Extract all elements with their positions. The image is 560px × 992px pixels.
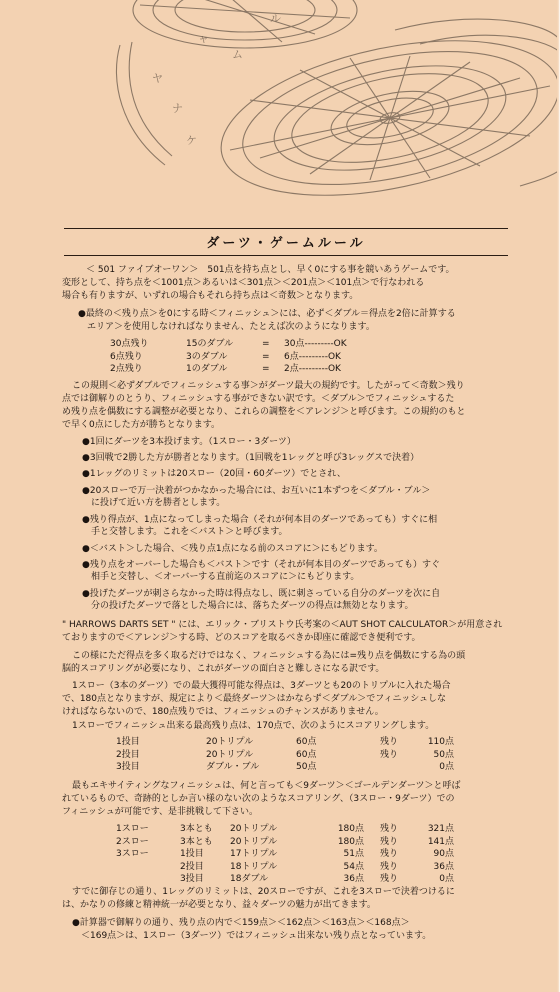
- cell: 90点: [433, 849, 454, 859]
- cell: 6点---------OK: [284, 351, 341, 362]
- cell: 36点: [343, 874, 364, 884]
- cell: 20トリプル: [206, 737, 254, 747]
- cell: 残り: [380, 849, 399, 859]
- cell: 2点---------OK: [284, 364, 341, 374]
- cell: 30点残り: [110, 339, 149, 349]
- limit-paragraph-line: すでに御存じの通り、1レッグのリミットは、20スローですが、これを3スローで決着つけるに: [72, 887, 455, 897]
- cell: 3投目: [116, 762, 140, 772]
- cell: 2スロー: [116, 836, 149, 847]
- rule-bullet-cont: 分の投げたダーツで落とした場合には、落ちたダーツの得点は無効となります。: [82, 601, 414, 611]
- double-rule-line: エリア＞を使用しなければなりません、たとえば次のようになります。: [78, 322, 375, 332]
- table-row: [116, 848, 460, 861]
- sketch-label: ム: [232, 48, 243, 61]
- rule-bullet: ●20スローで万一決着がつかなかった場合には、お互いに1本ずつを＜ダブル・ブル＞: [82, 486, 431, 496]
- cell: 180点: [337, 824, 364, 834]
- intro-line: 変形として、持ち点を＜1001点＞あるいは＜301点＞＜201点＞＜101点＞で行なわれる: [62, 278, 425, 288]
- cell: 残り: [380, 824, 399, 834]
- cell: ダブル・ブル: [206, 762, 260, 772]
- rule-bullet: ●投げたダーツが刺さらなかった時は得点なし、既に刺さっている自分のダーツを次に自: [82, 589, 441, 599]
- cell: 180点: [337, 836, 364, 847]
- cell: 54点: [343, 861, 364, 872]
- cell: 60点: [296, 737, 317, 747]
- max-score-paragraph-line: 1スロー（3本のダーツ）での最大獲得可能な得点は、3ダーツとも20のトリプルに入れた場合: [72, 681, 451, 691]
- nine-darts-paragraph-line: フィニッシュが可能です、是非挑戦して下さい。: [62, 807, 259, 817]
- nine-darts-table: [116, 823, 460, 886]
- cell: [380, 761, 414, 774]
- sketch-label: ヤ: [152, 72, 163, 85]
- max-finish-sentence: 1スローでフィニッシュ出来る最高残り点は、170点で、次のようにスコアリングします。: [72, 721, 435, 731]
- cell: [116, 873, 180, 886]
- cell: 60点: [296, 749, 317, 760]
- cell: 残り: [380, 749, 399, 760]
- max-score-paragraph-line: で、180点となりますが、規定により＜最終ダーツ＞はかならず＜ダブル＞でフィニッシュしな: [62, 694, 447, 704]
- cell: 36点: [433, 861, 454, 872]
- cell: 110点: [427, 737, 454, 747]
- cell: =: [262, 364, 270, 374]
- cell: 6点残り: [110, 351, 143, 362]
- calculator-note-line: ＜169点＞は、1スロー（3ダーツ）ではフィニッシュ出来ない残り点となっています。: [72, 931, 432, 941]
- table-row: [110, 363, 353, 376]
- cell: 残り: [380, 861, 399, 872]
- table-row: [116, 836, 460, 849]
- harrows-paragraph-line: " HARROWS DARTS SET " には、エリック・ブリストウ氏考案の＜AUT SHOT CALCULATOR＞が用意され: [62, 620, 503, 630]
- nine-darts-paragraph-line: れているもので、奇跡的としか言い様のない次のようなスコアリング、（3スロー・9ダーツ）での: [62, 794, 455, 804]
- cell: 3本とも: [180, 836, 213, 847]
- cell: 50点: [296, 762, 317, 772]
- cell: 51点: [343, 849, 364, 859]
- rule-bullet: ●1回にダーツを3本投げます。（1スロー・3ダーツ）: [82, 437, 296, 447]
- cell: 1投目: [180, 849, 204, 859]
- table-row: [110, 351, 353, 364]
- table-row: [110, 338, 353, 351]
- sketch-label: ナ: [172, 102, 183, 115]
- sketch-label: ケ: [186, 134, 197, 147]
- cell: =: [262, 351, 270, 362]
- limit-paragraph-line: は、かなりの修練と精神統一が必要となり、益々ダーツの魅力が出てきます。: [62, 900, 376, 910]
- cell: 20トリプル: [206, 749, 254, 760]
- cell: 残り: [380, 874, 399, 884]
- rule-bullet-cont: 手と交替します。これを＜バスト＞と呼びます。: [82, 527, 288, 537]
- cell: 1投目: [116, 737, 140, 747]
- max-score-paragraph-line: ければならないので、180点残りでは、フィニッシュのチャンスがありません。: [62, 707, 384, 717]
- cell: 3のダブル: [186, 351, 228, 362]
- double-rule-line: ●最終の＜残り点＞を0にする時＜フィニッシュ＞には、必ず＜ダブル＝得点を2倍に計算する: [78, 309, 456, 319]
- calculator-note-line: ●計算器で御解りの通り、残り点の内で＜159点＞＜162点＞＜163点＞＜168点＞: [72, 918, 410, 928]
- arrange-paragraph-line: で早く0点にした方が勝ちとなります。: [62, 420, 221, 430]
- title-rule-top: [64, 228, 508, 229]
- cell: 20トリプル: [230, 836, 278, 847]
- cell: 0点: [439, 762, 454, 772]
- cell: 20トリプル: [230, 824, 278, 834]
- cell: 30点---------OK: [284, 339, 347, 349]
- cell: 18ダブル: [230, 874, 269, 884]
- sketch-label: ル: [270, 12, 281, 25]
- rule-bullet-cont: に投げて近い方を勝者とします。: [82, 498, 226, 508]
- cell: =: [262, 339, 270, 349]
- cell: 3本とも: [180, 824, 213, 834]
- double-examples-table: [110, 338, 353, 376]
- cell: 3スロー: [116, 849, 149, 859]
- nine-darts-paragraph-line: 最もエキサイティングなフィニッシュは、何と言っても＜9ダーツ＞＜ゴールデンダーツ＞と呼ば: [72, 781, 461, 791]
- cell: 15のダブル: [186, 339, 234, 349]
- table-row: [116, 736, 460, 749]
- table-row: [116, 761, 460, 774]
- rule-bullet-cont: 相手と交替し、＜オーバーする直前迄のスコアに＞にもどります。: [82, 572, 360, 582]
- arrange-paragraph-line: め残り点を偶数にする調整が必要となり、これらの調整を＜アレンジ＞と呼びます。この規約のもと: [62, 407, 466, 417]
- cell: [116, 861, 180, 874]
- table-row: [116, 861, 460, 874]
- cell: 17トリプル: [230, 849, 278, 859]
- intro-line: 場合も有りますが、いずれの場合もそれら持ち点は＜奇数＞となります。: [62, 291, 359, 301]
- intro-line: ＜ 501 ファイブオーワン＞ 501点を持ち点とし、早く0にする事を競いあうゲームです。: [86, 265, 455, 275]
- arrange-paragraph-line: 点では御解りのとうり、フィニッシュする事ができない訳です。＜ダブル＞でフィニッシュするた: [62, 394, 455, 404]
- finish-170-table: [116, 736, 460, 774]
- sketch-label: ャ: [198, 32, 209, 45]
- rule-bullet: ●3回戦で2勝した方が勝者となります。（1回戦を1レッグと呼び3レッグスで決着）: [82, 453, 420, 463]
- cell: 1スロー: [116, 824, 149, 834]
- rule-bullet: ●残り得点が、1点になってしまった場合（それが何本目のダーツであっても）すぐに相: [82, 515, 438, 525]
- cell: 2投目: [116, 749, 140, 760]
- table-row: [116, 749, 460, 762]
- cell: 321点: [427, 824, 454, 834]
- rule-bullet: ●1レッグのリミットは20スロー（20回・60ダーツ）でとされ、: [82, 469, 346, 479]
- rule-bullet: ●残り点をオーバーした場合も＜バスト＞です（それが何本目のダーツであっても）すぐ: [82, 560, 440, 570]
- table-row: [116, 873, 460, 886]
- table-row: [116, 823, 460, 836]
- scoring-paragraph-line: 脳的スコアリングが必要になり、これがダーツの面白さと難しさになる訳です。: [62, 664, 385, 674]
- cell: 残り: [380, 737, 399, 747]
- title-rule-bottom: [64, 255, 508, 256]
- cell: 141点: [427, 836, 454, 847]
- cell: 0点: [439, 874, 454, 884]
- cell: 1のダブル: [186, 364, 228, 374]
- cell: 3投目: [180, 874, 204, 884]
- page-title: ダーツ・ゲームルール: [206, 236, 366, 251]
- harrows-paragraph-line: ておりますので＜アレンジ＞する時、どのスコアを取るべきか即座に確認でき便利です。: [62, 633, 421, 643]
- dartboard-sketch-illustration: [0, 0, 560, 228]
- cell: 2投目: [180, 861, 204, 872]
- scoring-paragraph-line: この様にただ得点を多く取るだけではなく、フィニッシュする為には=残り点を偶数にする為の頭: [72, 651, 466, 661]
- cell: 50点: [433, 749, 454, 760]
- rule-bullet: ●＜バスト＞した場合、＜残り点1点になる前のスコアに＞にもどります。: [82, 544, 383, 554]
- cell: 残り: [380, 836, 399, 847]
- cell: 18トリプル: [230, 861, 278, 872]
- cell: 2点残り: [110, 364, 143, 374]
- arrange-paragraph-line: この規則＜必ずダブルでフィニッシュする事＞がダーツ最大の規約です。したがって＜奇数＞残り: [72, 381, 465, 391]
